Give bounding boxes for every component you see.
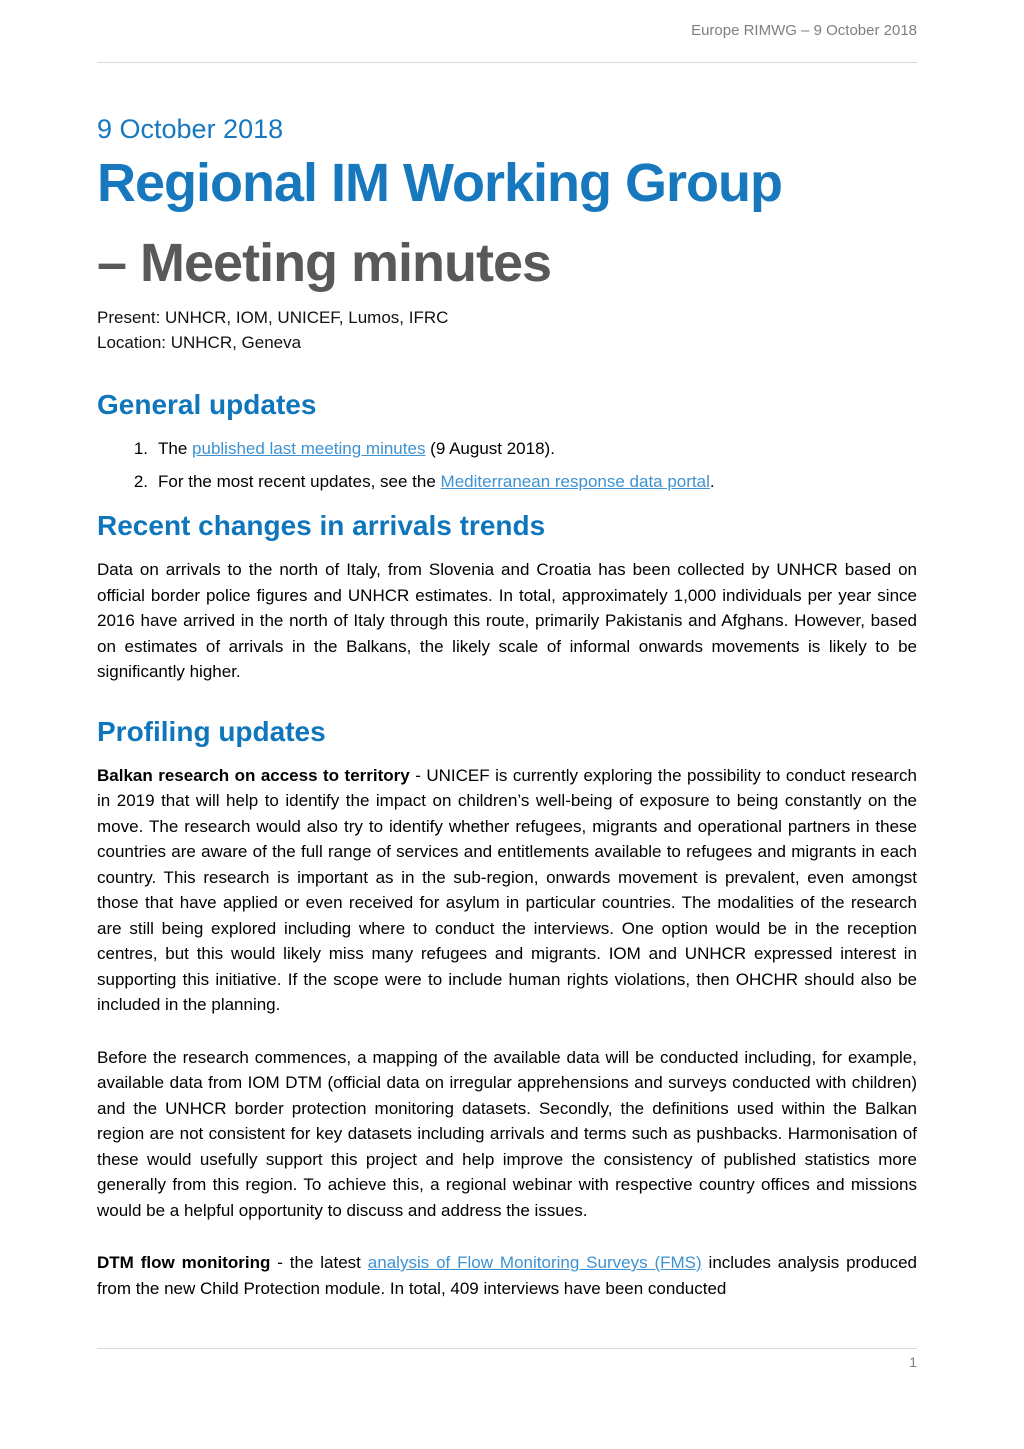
list-item-number: 2. [133, 472, 148, 491]
document-title: Regional IM Working Group [97, 153, 782, 213]
profiling-paragraph-dtm-flow [97, 1250, 917, 1301]
present-line: Present: UNHCR, IOM, UNICEF, Lumos, IFRC [97, 308, 449, 327]
list-item [130, 436, 917, 461]
list-item-text-after: (9 August 2018). [425, 439, 555, 458]
page-header [97, 0, 917, 63]
section-heading-profiling-updates: Profiling updates [97, 715, 326, 747]
general-updates-list [97, 436, 917, 494]
document-subtitle: – Meeting minutes [97, 233, 552, 293]
list-item-text-before: The [158, 439, 193, 458]
meta-block [97, 305, 917, 355]
list-item-text-after: . [709, 472, 715, 491]
page-number: 1 [909, 1354, 917, 1370]
arrivals-paragraph: Data on arrivals to the north of Italy, from Slovenia and Croatia has been collected by UNHCR based on official border police figures and UNHCR estimates. In total, approximately 1,000 individuals per year since 2016 have arrived in the north of Italy through this route, primarily Pakistanis and Afghans. However, based on estimates of arrivals in the Balkans, the likely scale of informal onwards movements is likely to be significantly higher. [97, 560, 917, 681]
list-item-text [158, 436, 555, 461]
para-body-text: - the latest [270, 1253, 368, 1272]
profiling-paragraph-balkan-research [97, 763, 917, 1018]
list-item-text [158, 469, 715, 494]
list-item [130, 469, 917, 494]
last-meeting-minutes-link[interactable]: published last meeting minutes [192, 439, 426, 458]
header-rule [97, 62, 917, 63]
list-item-text-before: For the most recent updates, see the [158, 472, 441, 491]
location-line: Location: UNHCR, Geneva [97, 333, 302, 352]
para-lead-bold: DTM flow monitoring [97, 1253, 271, 1272]
date-line: 9 October 2018 [97, 114, 284, 144]
section-heading-arrivals-trends: Recent changes in arrivals trends [97, 510, 546, 541]
footer-rule [97, 1348, 917, 1349]
document-body [97, 113, 917, 1301]
list-item-number: 1. [133, 439, 148, 458]
fms-analysis-link[interactable]: analysis of Flow Monitoring Surveys (FMS) [367, 1253, 702, 1272]
para-body-text: - UNICEF is currently exploring the possibility to conduct research in 2019 that will help to identify the impact on children’s well-being of exposure to being constantly on the move. The research would also try to identify whether refugees, migrants and operational partners in these countries are aware of the full range of services and entitlements available to refugees and migrants in each country. This research is important as in the sub-region, onwards movement is prevalent, even amongst those that have applied or even received for asylum in particular countries. The modalities of the research are still being explored including where to conduct the interviews. One option would be in the reception centres, but this would likely miss many refugees and migrants. IOM and UNHCR expressed interest in supporting this initiative. If the scope were to include human rights violations, then OHCHR should also be included in the planning. [97, 765, 917, 1014]
header-text: Europe RIMWG – 9 October 2018 [691, 22, 917, 39]
para-body-text: includes analysis produced from the new Child Protection module. In total, 409 interviews have been conducted [97, 1253, 917, 1298]
profiling-paragraph-data-mapping: Before the research commences, a mapping of the available data will be conducted including, for example, available data from IOM DTM (official data on irregular apprehensions and surveys conducted with children) and the UNHCR border protection monitoring datasets. Secondly, the definitions used within the Balkan region are not consistent for key datasets including arrivals and terms such as pushbacks. Harmonisation of these would usefully support this project and help improve the consistency of published statistics more generally from this region. To achieve this, a regional webinar with respective country offices and missions would be a helpful opportunity to discuss and address the issues. [97, 1047, 917, 1220]
page-footer [97, 1348, 917, 1371]
para-lead-bold: Balkan research on access to territory [97, 765, 410, 785]
mediterranean-data-portal-link[interactable]: Mediterranean response data portal [440, 472, 710, 491]
section-heading-general-updates: General updates [97, 389, 317, 420]
